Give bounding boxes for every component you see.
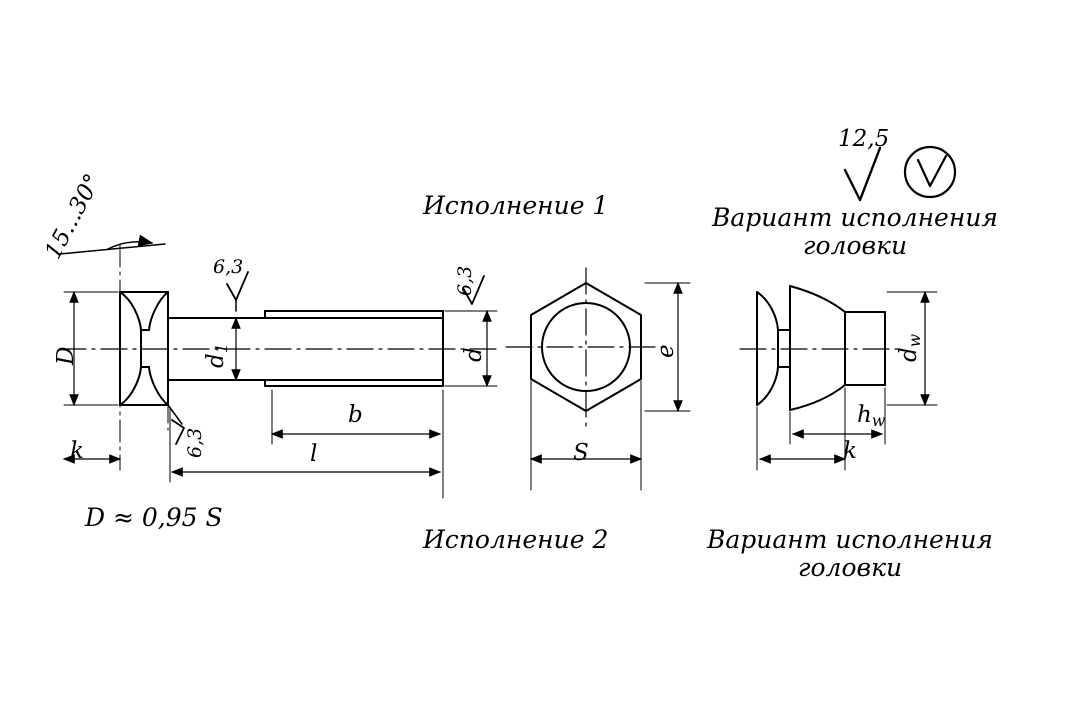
dim-label-D: D: [53, 346, 79, 365]
label-variant-1: Исполнение 1: [423, 191, 609, 220]
label-head-variant-top-line1: Вариант исполнения: [712, 203, 998, 232]
dim-label-k-left: k: [70, 438, 84, 464]
label-head-variant-bottom-line1: Вариант исполнения: [707, 525, 993, 554]
dim-label-hw-subscript: w: [871, 410, 886, 430]
label-roughness-2: 6,3: [454, 265, 476, 296]
dim-label-hw: $h_w$: [857, 402, 886, 430]
label-chamfer-angle: 15...30°: [40, 169, 107, 264]
dim-label-d: d: [461, 347, 487, 362]
label-roughness-1: 6,3: [213, 256, 244, 278]
label-variant-2: Исполнение 2: [423, 525, 609, 554]
label-formula: D ≈ 0,95 S: [85, 503, 223, 532]
label-head-variant-top-line2: головки: [802, 231, 908, 260]
dim-label-dw: $d_w$: [896, 333, 924, 362]
dim-label-b: b: [348, 402, 363, 428]
dim-label-dw-subscript: w: [904, 333, 924, 348]
label-head-variant-bottom-line2: головки: [797, 553, 903, 582]
label-roughness-main: 12,5: [838, 126, 890, 152]
dim-label-l: l: [310, 441, 318, 467]
dim-label-S: S: [573, 440, 589, 466]
dim-label-d1-subscript: 1: [211, 343, 231, 354]
dim-label-k-right: k: [843, 438, 857, 464]
label-roughness-3: 6,3: [184, 427, 206, 458]
dim-label-d1: $d_1$: [203, 343, 231, 368]
dim-label-e: e: [653, 344, 679, 358]
